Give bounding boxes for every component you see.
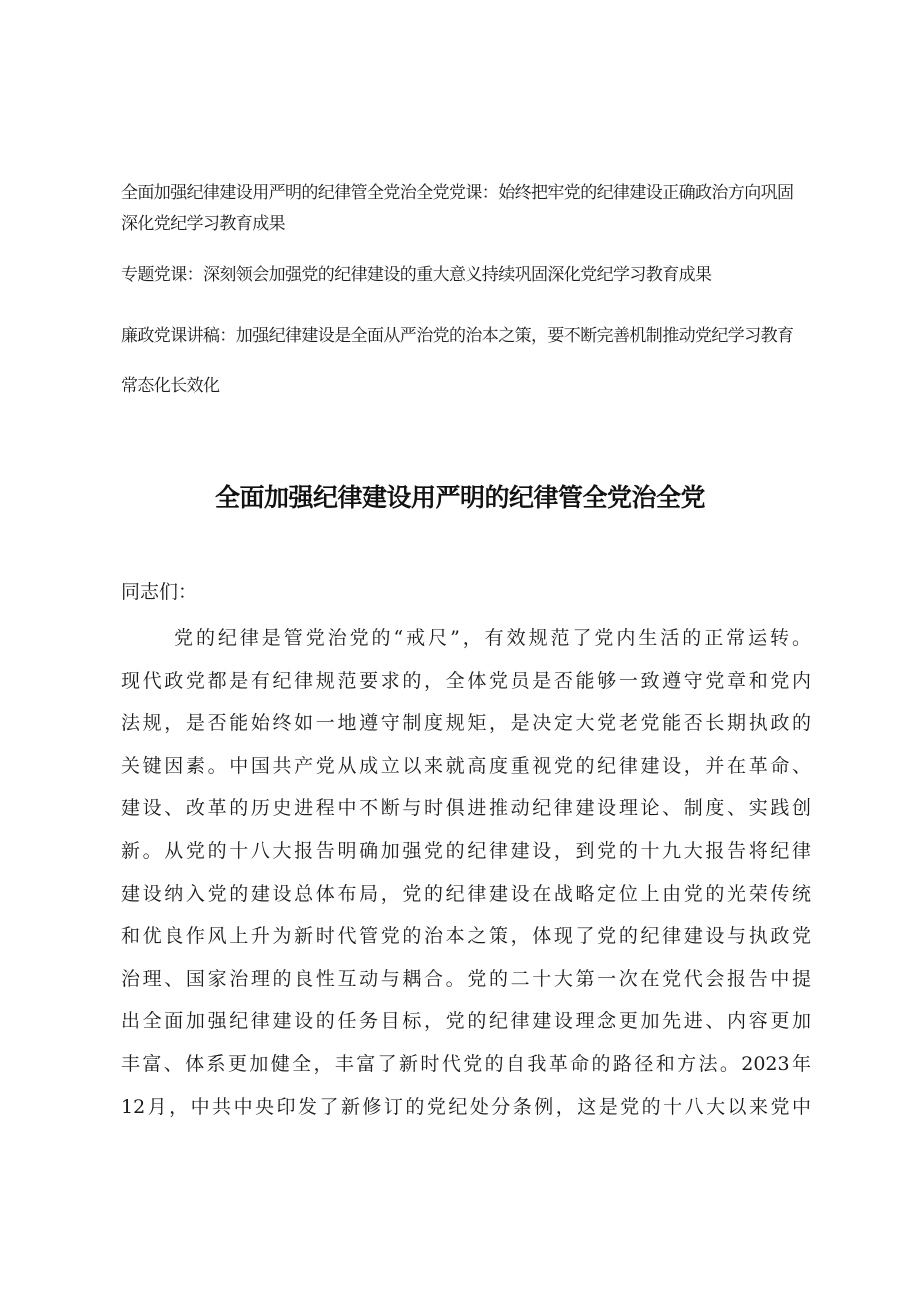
toc-item-2-line-1: 专题党课：深刻领会加强党的纪律建设的重大意义持续巩固深化党纪学习教育成果 — [121, 265, 712, 285]
paragraph-line: 和优良作风上升为新时代管党的治本之策，体现了党的纪律建设与执政党 — [121, 925, 811, 948]
paragraph-line: 法规，是否能始终如一地遵守制度规矩，是决定大党老党能否长期执政的 — [121, 712, 811, 735]
toc-item-2 — [121, 260, 821, 291]
paragraph-line: 12月，中共中央印发了新修订的党纪处分条例，这是党的十八大以来党中 — [121, 1095, 811, 1118]
document-title: 全面加强纪律建设用严明的纪律管全党治全党 — [214, 483, 705, 512]
toc-item-1 — [121, 178, 821, 240]
body-paragraph — [121, 617, 811, 1128]
paragraph-line: 治理、国家治理的良性互动与耦合。党的二十大第一次在党代会报告中提 — [121, 967, 811, 990]
toc-item-3-line-2: 常态化长效化 — [121, 376, 220, 396]
paragraph-line: 丰富、体系更加健全，丰富了新时代党的自我革命的路径和方法。2023年 — [121, 1052, 811, 1075]
paragraph-line: 建设纳入党的建设总体布局，党的纪律建设在战略定位上由党的光荣传统 — [121, 882, 811, 905]
toc-item-1-line-2: 深化党纪学习教育成果 — [121, 214, 285, 234]
paragraph-line: 建设、改革的历史进程中不断与时俱进推动纪律建设理论、制度、实践创 — [121, 797, 811, 820]
paragraph-line: 现代政党都是有纪律规范要求的，全体党员是否能够一致遵守党章和党内 — [121, 669, 811, 692]
paragraph-line: 关键因素。中国共产党从成立以来就高度重视党的纪律建设，并在革命、 — [121, 754, 811, 777]
paragraph-line: 新。从党的十八大报告明确加强党的纪律建设，到党的十九大报告将纪律 — [121, 839, 811, 862]
toc-item-1-line-1: 全面加强纪律建设用严明的纪律管全党治全党党课：始终把牢党的纪律建设正确政治方向巩固 — [121, 183, 794, 203]
paragraph-line: 出全面加强纪律建设的任务目标，党的纪律建设理念更加先进、内容更加 — [121, 1010, 811, 1033]
paragraph-line: 党的纪律是管党治党的“戒尺”，有效规范了党内生活的正常运转。 — [174, 627, 811, 649]
toc-item-3 — [121, 311, 821, 411]
greeting: 同志们： — [121, 581, 198, 603]
toc-item-3-line-1: 廉政党课讲稿：加强纪律建设是全面从严治党的治本之策，要不断完善机制推动党纪学习教育 — [121, 326, 794, 346]
table-of-contents — [121, 178, 821, 411]
